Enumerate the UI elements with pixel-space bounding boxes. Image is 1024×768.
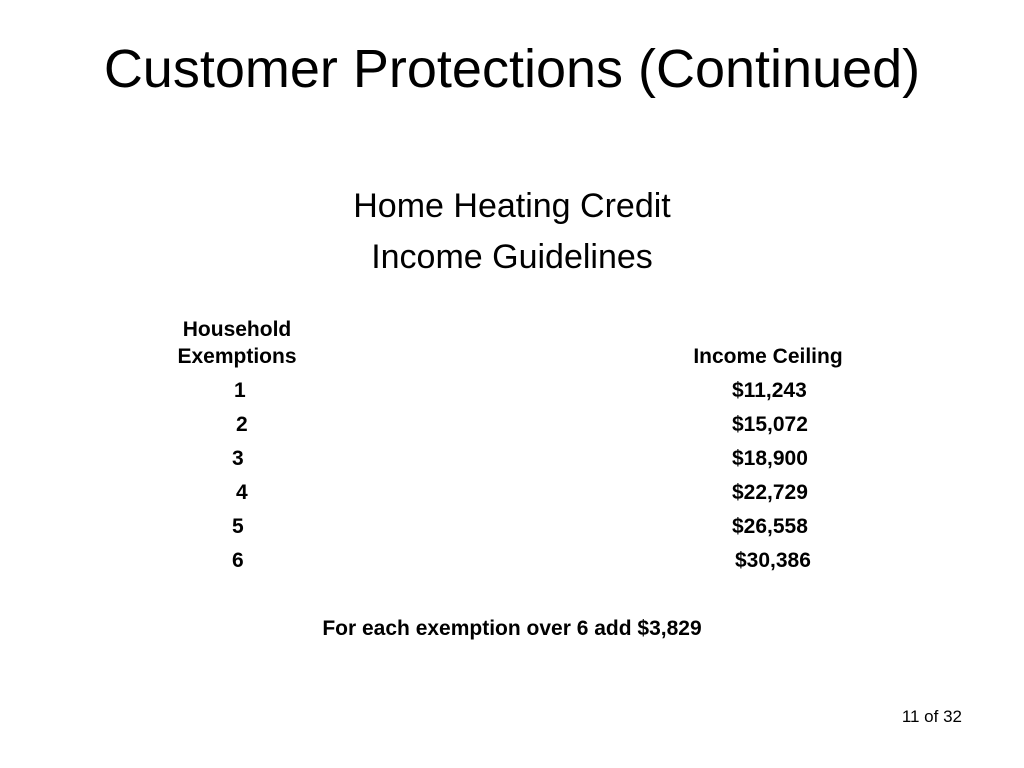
table-row-1-income-ceiling: $11,243	[732, 379, 807, 402]
table-row-2-exemptions: 2	[236, 413, 248, 436]
table-header-income-ceiling: Income Ceiling	[693, 345, 843, 368]
subtitle-line-1: Home Heating Credit	[353, 187, 671, 225]
table-row-6-exemptions: 6	[232, 549, 244, 572]
footnote-additional-exemption: For each exemption over 6 add $3,829	[322, 617, 702, 640]
table-header-exemptions-line-2: Exemptions	[177, 345, 297, 368]
table-row-3-income-ceiling: $18,900	[732, 447, 808, 470]
table-row-6-income-ceiling: $30,386	[735, 549, 811, 572]
slide-title: Customer Protections (Continued)	[103, 39, 921, 99]
table-header-household-exemptions	[137, 316, 337, 370]
table-row-5-income-ceiling: $26,558	[732, 515, 808, 538]
subtitle-line-2: Income Guidelines	[371, 238, 653, 276]
table-row-3-exemptions: 3	[232, 447, 244, 470]
table-row-1-exemptions: 1	[234, 379, 246, 402]
page-number: 11 of 32	[901, 707, 962, 726]
table-row-5-exemptions: 5	[232, 515, 244, 538]
table-row-4-exemptions: 4	[236, 481, 248, 504]
table-row-4-income-ceiling: $22,729	[732, 481, 808, 504]
table-row-2-income-ceiling: $15,072	[732, 413, 808, 436]
table-header-exemptions-line-1: Household	[182, 318, 292, 341]
